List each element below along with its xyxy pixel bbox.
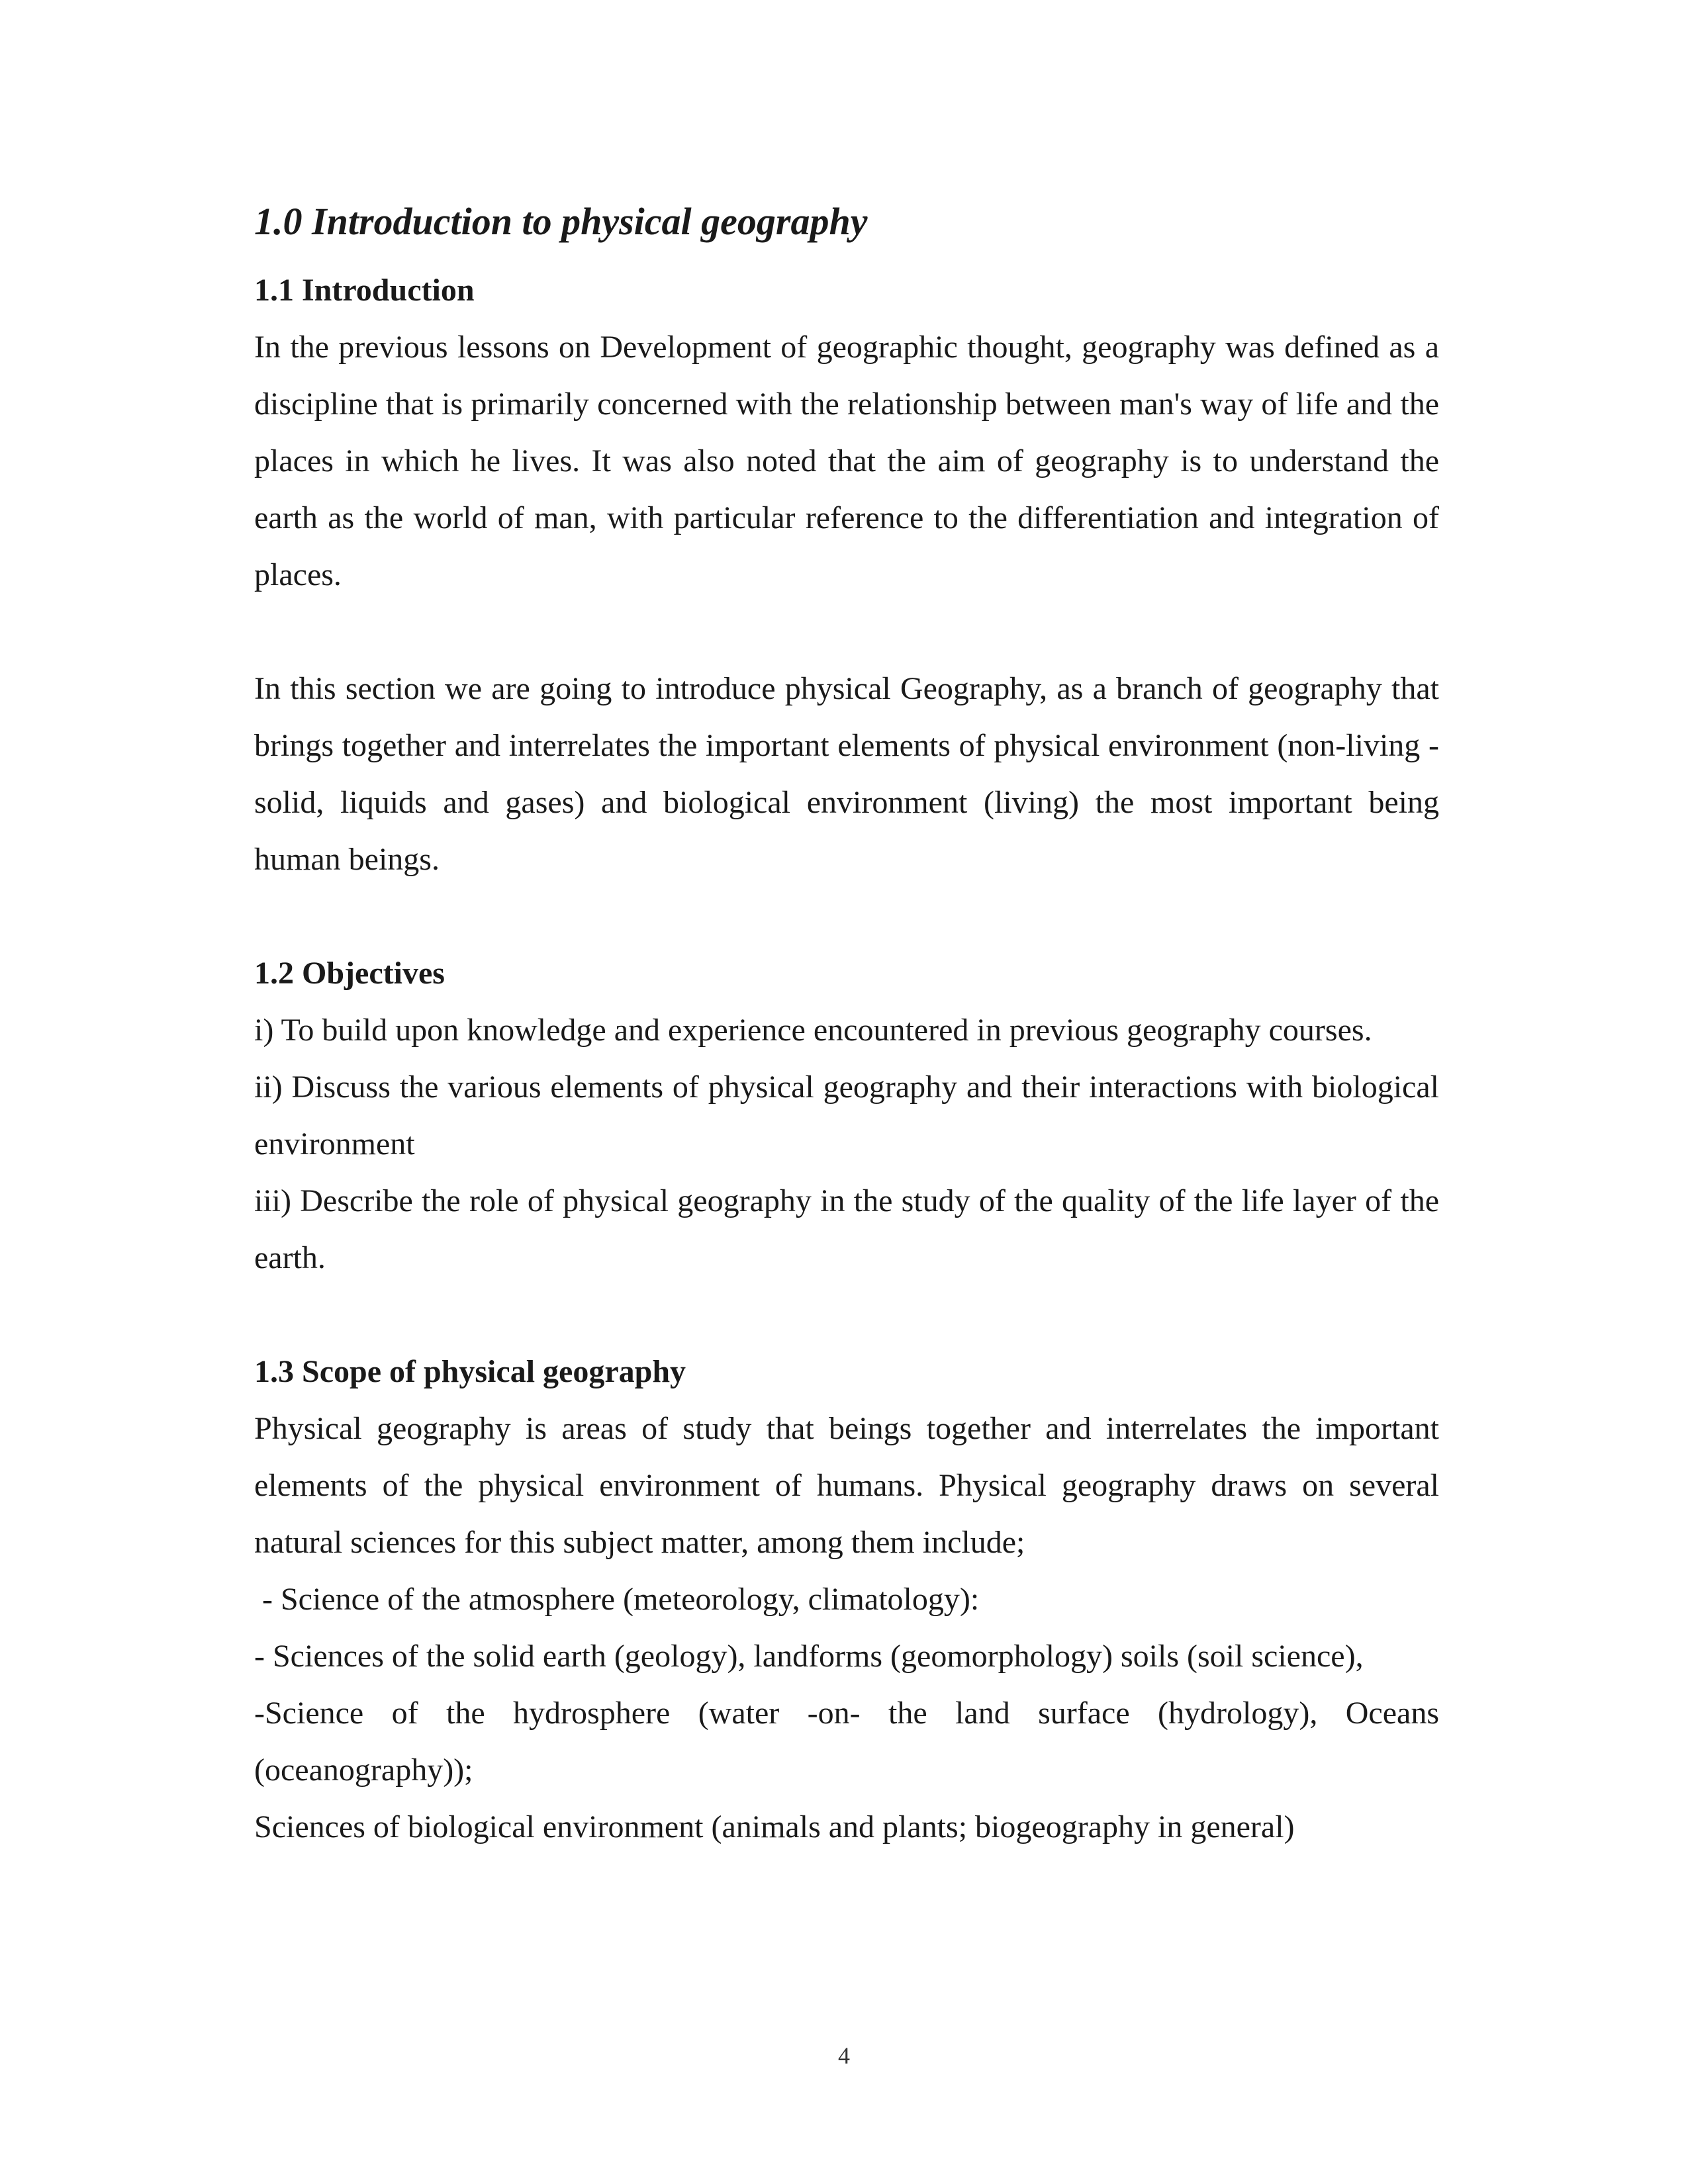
scope-paragraph: Physical geography is areas of study that beings together and interrelates the important elements of the physical environment of humans. Physical geography draws on several natural sciences for this subject matter, among them include; xyxy=(254,1411,1439,1560)
objective-item: ii) Discuss the various elements of physical geography and their interactions with biological environment xyxy=(254,1069,1439,1161)
document-page xyxy=(254,199,1439,1856)
objective-item: i) To build upon knowledge and experience encountered in previous geography courses. xyxy=(254,1013,1372,1048)
scope-list-item: - Sciences of the solid earth (geology), landforms (geomorphology) soils (soil science), xyxy=(254,1639,1364,1674)
section-heading-objectives: 1.2 Objectives xyxy=(254,956,445,991)
section-heading-introduction: 1.1 Introduction xyxy=(254,273,475,308)
scope-list-item: -Science of the hydrosphere (water -on- the land surface (hydrology), Oceans (oceanography)); xyxy=(254,1696,1439,1788)
scope-list-item: Sciences of biological environment (animals and plants; biogeography in general) xyxy=(254,1809,1295,1844)
paragraph-gap xyxy=(254,1287,1439,1343)
paragraph-gap xyxy=(254,888,1439,945)
page-number: 4 xyxy=(838,2042,850,2069)
scope-list-item: - Science of the atmosphere (meteorology, climatology): xyxy=(254,1582,980,1617)
introduction-paragraph-2: In this section we are going to introduce physical Geography, as a branch of geography that brings together and interrelates the important elements of physical environment (non-living - solid, liquids and gases) and biological environment (living) the most important being human beings. xyxy=(254,671,1439,877)
chapter-title: 1.0 Introduction to physical geography xyxy=(254,200,868,243)
introduction-paragraph-1: In the previous lessons on Development of geographic thought, geography was defined as a discipline that is primarily concerned with the relationship between man's way of life and the places in which he lives. It was also noted that the aim of geography is to understand the earth as the world of man, with particular reference to the differentiation and integration of places. xyxy=(254,330,1439,592)
section-heading-scope: 1.3 Scope of physical geography xyxy=(254,1354,686,1389)
paragraph-gap xyxy=(254,604,1439,660)
objective-item: iii) Describe the role of physical geography in the study of the quality of the life layer of the earth. xyxy=(254,1183,1439,1275)
